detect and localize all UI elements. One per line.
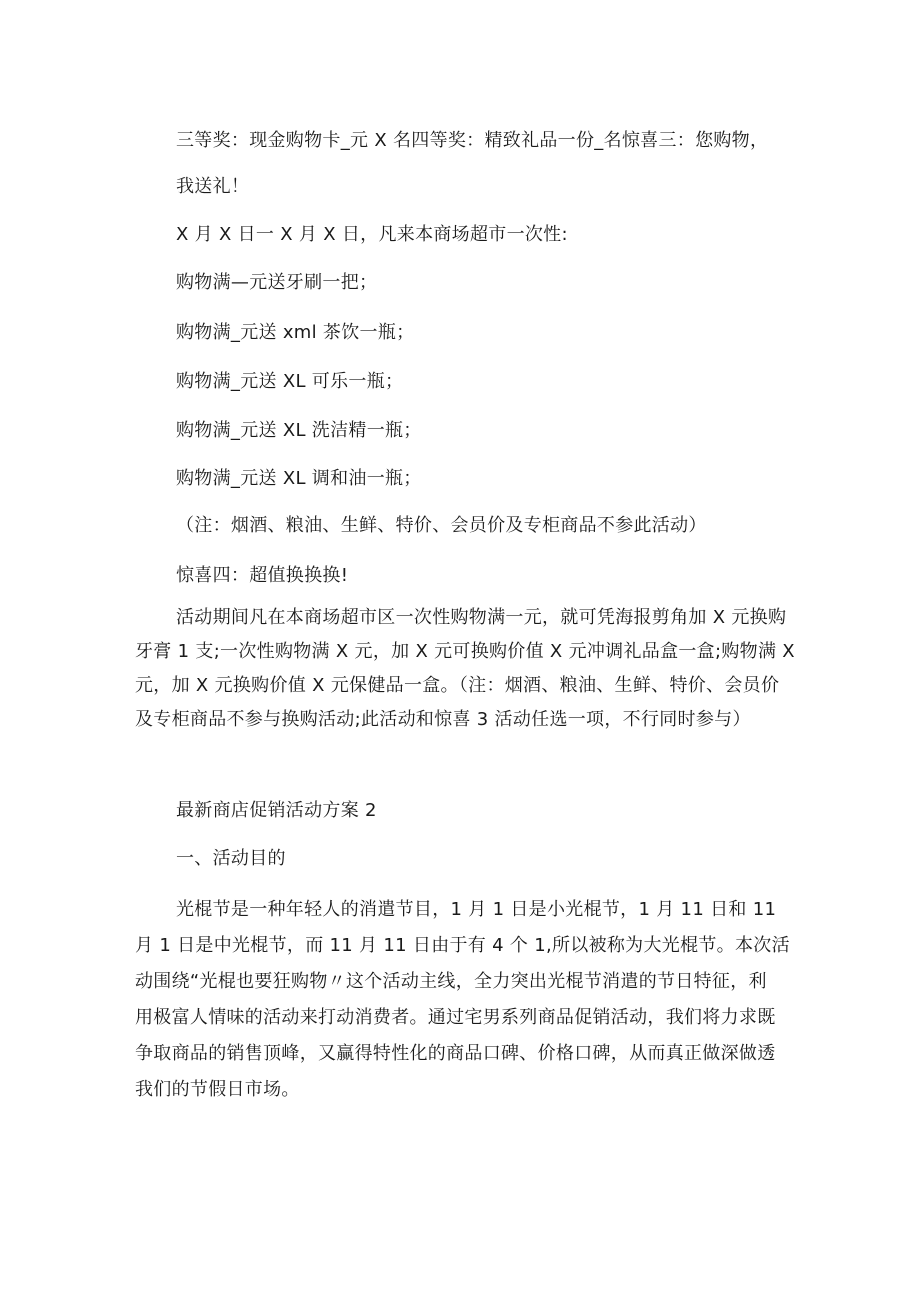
paragraph-line: 争取商品的销售顶峰，又赢得特性化的商品口碑、价格口碑，从而真正做深做透: [135, 1043, 776, 1064]
paragraph-line: 元，加 X 元换购价值 X 元保健品一盒。（注：烟酒、粮油、生鲜、特价、会员价: [135, 675, 780, 696]
purpose-paragraph: [135, 897, 790, 1113]
prize-line: 三等奖：现金购物卡_元 X 名四等奖：精致礼品一份_名惊喜三：您购物，: [176, 130, 769, 151]
paragraph-line: 动围绕“光棍也要狂购物〃这个活动主线，全力突出光棍节消遣的节日特征，利: [135, 971, 767, 992]
gift-item: 购物满_元送 XL 洗洁精一瓶；: [176, 420, 422, 441]
date-line: X 月 X 日一 X 月 X 日，凡来本商场超市一次性:: [176, 224, 568, 245]
gift-item: 购物满_元送 XL 可乐一瓶；: [176, 371, 404, 392]
exchange-paragraph: [135, 605, 795, 741]
paragraph-line: 光棍节是一种年轻人的消遣节目，1 月 1 日是小光棍节，1 月 11 日和 11: [176, 899, 777, 920]
paragraph-line: 及专柜商品不参与换购活动;此活动和惊喜 3 活动任选一项，不行同时参与）: [135, 709, 751, 730]
prize-line-cont: 我送礼！: [176, 176, 250, 197]
paragraph-line: 活动期间凡在本商场超市区一次性购物满一元，就可凭海报剪角加 X 元换购: [176, 607, 787, 628]
gift-item: 购物满_元送 xml 茶饮一瓶；: [176, 322, 415, 343]
section-subtitle: 一、活动目的: [176, 848, 286, 869]
paragraph-line: 月 1 日是中光棍节，而 11 月 11 日由于有 4 个 1,所以被称为大光棍节。本次活: [135, 935, 790, 956]
gift-item: 购物满—元送牙刷一把；: [176, 272, 378, 293]
paragraph-line: 我们的节假日市场。: [135, 1079, 300, 1100]
paragraph-line: 牙膏 1 支;一次性购物满 X 元，加 X 元可换购价值 X 元冲调礼品盒一盒;购物满 X: [135, 641, 795, 662]
gift-item: 购物满_元送 XL 调和油一瓶；: [176, 468, 422, 489]
paragraph-line: 用极富人情味的活动来打动消费者。通过宅男系列商品促销活动，我们将力求既: [135, 1007, 776, 1028]
note-line: （注：烟酒、粮油、生鲜、特价、会员价及专柜商品不参此活动）: [176, 515, 707, 536]
section-title: 最新商店促销活动方案 2: [176, 800, 377, 821]
surprise-four-heading: 惊喜四：超值换换换!: [176, 565, 349, 586]
